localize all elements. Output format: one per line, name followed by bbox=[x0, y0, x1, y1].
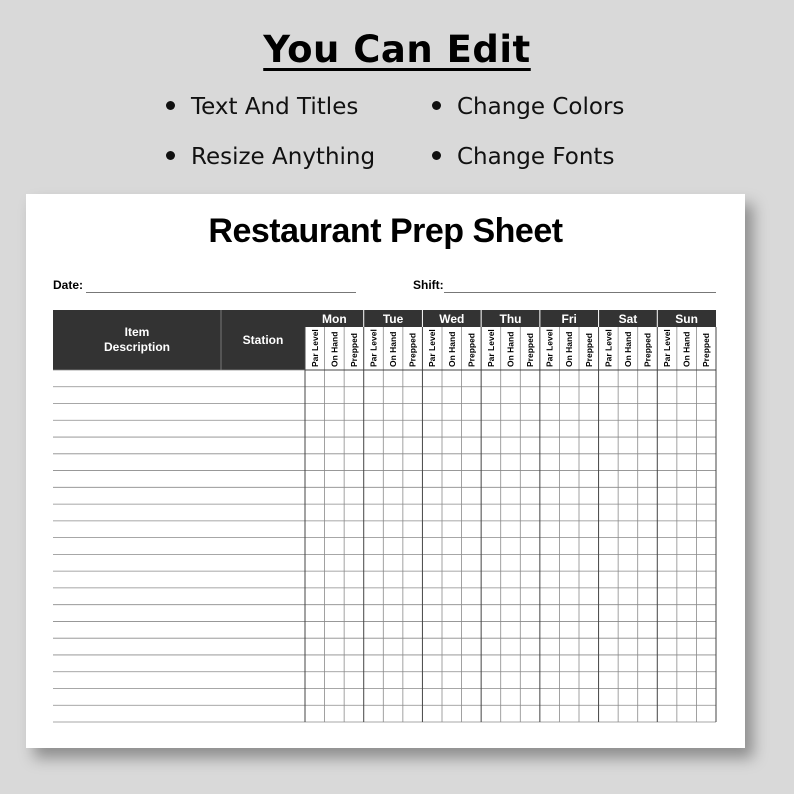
feature-label: Text And Titles bbox=[191, 94, 359, 120]
feature-item bbox=[432, 144, 614, 170]
sub-column-label: Prepped bbox=[348, 332, 359, 367]
feature-item bbox=[432, 94, 624, 120]
feature-item bbox=[166, 144, 375, 170]
sub-column-label: Par Level bbox=[662, 329, 673, 367]
day-header-mon: Mon bbox=[322, 312, 347, 326]
station-header: Station bbox=[242, 333, 284, 347]
headline bbox=[0, 28, 794, 71]
sub-column-label: Par Level bbox=[368, 329, 379, 367]
shift-label: Shift: bbox=[413, 278, 444, 292]
sub-column-label: Prepped bbox=[525, 332, 536, 367]
date-label: Date: bbox=[53, 278, 84, 292]
sub-column-label: On Hand bbox=[622, 331, 633, 367]
item-header: Item bbox=[124, 325, 150, 339]
sub-column-label: Par Level bbox=[485, 329, 496, 367]
day-header-sat: Sat bbox=[618, 312, 638, 326]
bullet-icon bbox=[432, 101, 441, 110]
bullet-icon bbox=[432, 151, 441, 160]
prep-sheet bbox=[26, 194, 745, 748]
sub-column-label: Prepped bbox=[407, 332, 418, 367]
feature-item bbox=[166, 94, 358, 120]
sub-column-label: Prepped bbox=[701, 332, 712, 367]
headline-text: You Can Edit bbox=[263, 28, 531, 71]
feature-list bbox=[0, 94, 794, 184]
sub-column-label: On Hand bbox=[446, 331, 457, 367]
sub-column-label: Prepped bbox=[466, 332, 477, 367]
sub-column-label: On Hand bbox=[505, 331, 516, 367]
sub-column-label: Prepped bbox=[642, 332, 653, 367]
sub-column-label: Par Level bbox=[309, 329, 320, 367]
day-header-sun: Sun bbox=[675, 312, 698, 326]
sub-column-label: Prepped bbox=[583, 332, 594, 367]
sub-column-label: On Hand bbox=[329, 331, 340, 367]
day-header-fri: Fri bbox=[561, 312, 577, 326]
day-header-thu: Thu bbox=[499, 312, 522, 326]
day-header-tue: Tue bbox=[382, 312, 404, 326]
day-header-wed: Wed bbox=[439, 312, 465, 326]
sheet-title: Restaurant Prep Sheet bbox=[208, 212, 563, 250]
sub-column-label: On Hand bbox=[388, 331, 399, 367]
bullet-icon bbox=[166, 151, 175, 160]
sub-column-label: Par Level bbox=[544, 329, 555, 367]
feature-label: Resize Anything bbox=[191, 144, 376, 170]
sub-column-label: Par Level bbox=[427, 329, 438, 367]
description-header: Description bbox=[103, 340, 171, 354]
feature-label: Change Fonts bbox=[457, 144, 615, 170]
prep-table bbox=[26, 194, 745, 748]
sub-column-label: Par Level bbox=[603, 329, 614, 367]
sub-column-label: On Hand bbox=[681, 331, 692, 367]
sub-column-label: On Hand bbox=[564, 331, 575, 367]
bullet-icon bbox=[166, 101, 175, 110]
feature-label: Change Colors bbox=[457, 94, 625, 120]
